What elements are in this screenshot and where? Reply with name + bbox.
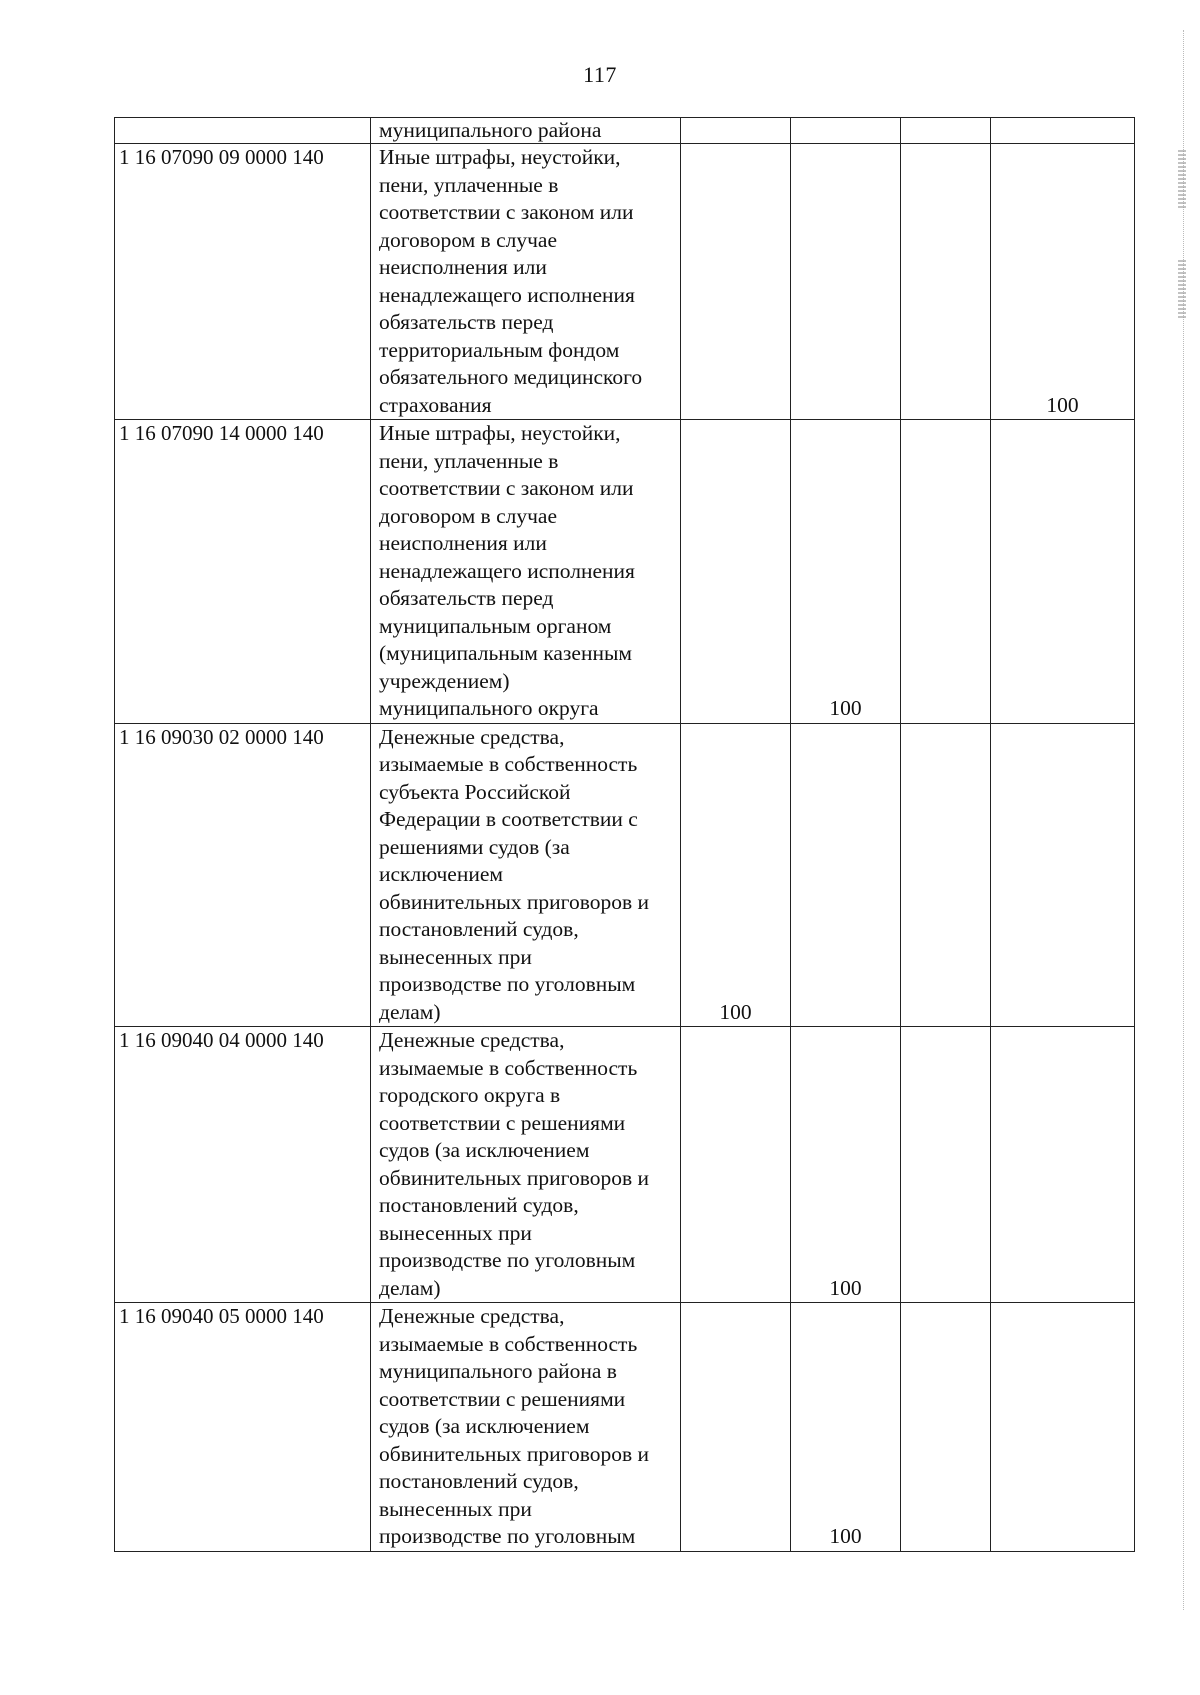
row-name: Денежные средства, изымаемые в собственность городского округа в соответствии с решениями судов (за исключением обвинительных приговоров и постановлений судов, вынесенных при производстве по уголовным делам): [371, 1027, 681, 1303]
row-code: 1 16 07090 14 0000 140: [115, 420, 371, 724]
page-number: 117: [583, 62, 617, 87]
row-value-col-2: [791, 118, 901, 144]
row-value-col-4: [991, 1303, 1135, 1552]
row-value-col-4: 100: [991, 144, 1135, 420]
row-name: муниципального района: [371, 118, 681, 144]
table-row: [115, 118, 1135, 144]
row-value-col-4: [991, 420, 1135, 724]
row-value-col-3: [901, 1303, 991, 1552]
row-value-col-4: [991, 118, 1135, 144]
budget-codes-table: [114, 117, 1135, 1552]
scan-edge-artifact: [1178, 150, 1186, 210]
row-value-col-1: [681, 1027, 791, 1303]
table-row: [115, 420, 1135, 724]
row-name: Иные штрафы, неустойки, пени, уплаченные в соответствии с законом или договором в случае неисполнения или ненадлежащего исполнения обязательств перед муниципальным органом (муниципальным казенным учреждением) муниципального округа: [371, 420, 681, 724]
row-value-col-2: [791, 144, 901, 420]
row-value-col-3: [901, 1027, 991, 1303]
table-row: [115, 144, 1135, 420]
table-row: [115, 1027, 1135, 1303]
row-value-col-1: [681, 1303, 791, 1552]
row-value-col-2: 100: [791, 420, 901, 724]
row-value-col-3: [901, 144, 991, 420]
row-value-col-3: [901, 420, 991, 724]
row-value-col-4: [991, 1027, 1135, 1303]
row-name: Иные штрафы, неустойки, пени, уплаченные в соответствии с законом или договором в случае неисполнения или ненадлежащего исполнения обязательств перед территориальным фондом обязательного медицинского страхования: [371, 144, 681, 420]
row-code: 1 16 07090 09 0000 140: [115, 144, 371, 420]
row-name: Денежные средства, изымаемые в собственность субъекта Российской Федерации в соответствии с решениями судов (за исключением обвинительных приговоров и постановлений судов, вынесенных при производстве по уголовным делам): [371, 723, 681, 1027]
row-value-col-1: 100: [681, 723, 791, 1027]
row-value-col-2: [791, 723, 901, 1027]
row-value-col-4: [991, 723, 1135, 1027]
row-code: 1 16 09040 04 0000 140: [115, 1027, 371, 1303]
row-code: 1 16 09040 05 0000 140: [115, 1303, 371, 1552]
scan-edge-artifact: [1178, 260, 1186, 320]
row-value-col-2: 100: [791, 1027, 901, 1303]
row-value-col-3: [901, 118, 991, 144]
row-value-col-1: [681, 420, 791, 724]
row-code: 1 16 09030 02 0000 140: [115, 723, 371, 1027]
row-value-col-1: [681, 144, 791, 420]
table-row: [115, 1303, 1135, 1552]
row-value-col-1: [681, 118, 791, 144]
table-row: [115, 723, 1135, 1027]
row-value-col-2: 100: [791, 1303, 901, 1552]
row-value-col-3: [901, 723, 991, 1027]
row-code: [115, 118, 371, 144]
row-name: Денежные средства, изымаемые в собственность муниципального района в соответствии с решениями судов (за исключением обвинительных приговоров и постановлений судов, вынесенных при производстве по уголовным: [371, 1303, 681, 1552]
